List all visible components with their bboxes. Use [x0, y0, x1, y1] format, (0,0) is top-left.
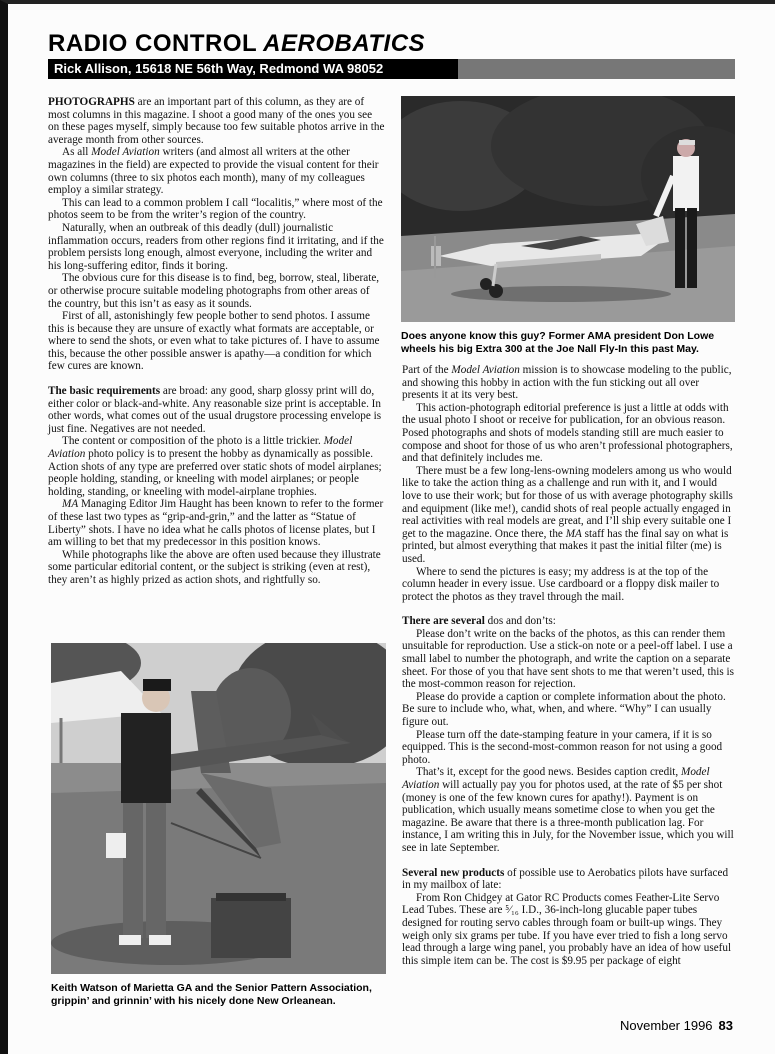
address-bar [48, 59, 735, 79]
lead-in: Several new products [402, 866, 505, 879]
text: dos and don’ts: [484, 615, 556, 628]
lead-in: The basic requirements [48, 385, 161, 398]
paragraph [48, 498, 385, 548]
magazine-name: Model Aviation [48, 435, 353, 461]
left-column [48, 96, 385, 587]
column-title [48, 30, 425, 58]
paragraph: While photographs like the above are often used because they illustrate some particular editorial content, or the subject is striking (even at rest), they aren’t as highly prized as action shots, and rightfully so. [48, 548, 381, 586]
lead-in: There are several [402, 615, 485, 628]
text: writers (and almost all writers at the other magazines in the field) are expected to provide the visual content for their own columns (three to six photos each month), many of my colleagues employ a similar strategy. [48, 146, 379, 197]
text: will actually pay you for photos used, at the rate of $5 per shot (money is one of the few known cures for apathy!). Payment is on publication, which usually means sometime close to when you get the magazine. Be aware that there is a three-month publication lag. For instance, I am writing this in July, for the November issue, which you will see in late September. [402, 779, 734, 854]
issue-date: November 1996 [620, 1018, 713, 1033]
magazine-name: Model Aviation [402, 766, 710, 791]
photo-extra-300 [401, 96, 735, 322]
paragraph: This can lead to a common problem I call “localitis,” where most of the photos seem to be from the writer’s region of the country. [48, 196, 383, 222]
text: That’s it, except for the good news. Besides caption credit, [416, 766, 682, 779]
paragraph [48, 385, 385, 435]
photo-extra-300-image [401, 96, 735, 322]
text: staff has the final say on what is printed, but almost everything that makes it past the initial filter (me) is used. [402, 527, 729, 565]
photo-caption-bottom: Keith Watson of Marietta GA and the Senior Pattern Association, grippin’ and grinnin’ with his nicely done New Orleanean. [51, 982, 372, 1007]
text: photo policy is to present the hobby as dynamically as possible. Action shots of any type are preferred over static shots of model airplanes; people holding, standing, or kneeling with model airplanes; or people holding, standing, or kneeling with model-airplane trophies. [48, 448, 382, 498]
paragraph: This action-photograph editorial preference is just a little at odds with the usual photo I shoot or receive for publication, for an obvious reason. Posed photographs and shots of models standing still are much easier to compose and shoot for those of us who aren’t professional photographers, and that definitely includes me. [402, 401, 733, 465]
paragraph [402, 465, 736, 566]
paragraph: Please do provide a caption or complete information about the photo. Be sure to include who, what, when, and where. “Why” I can usually figure out. [402, 690, 726, 729]
text: Managing Editor Jim Haught has been known to refer to the former of these last two types as “grip-and-grin,” and the latter as “Statue of Liberty” shots. I have no idea what he calls photos of license plates, but I am willing to bet that my predecessor in this position knows. [48, 498, 384, 549]
photo-caption-top: Does anyone know this guy? Former AMA president Don Lowe wheels his big Extra 300 at the Joe Nall Fly-In this past May. [401, 330, 715, 355]
paragraph [48, 146, 385, 196]
paragraph [402, 615, 736, 628]
text: are broad: any good, sharp glossy print will do, either color or black-and-white. Any reasonable size print is acceptable. In other words, what comes out of the usual drugstore processing envelope is just fine. Negatives are not needed. [48, 385, 382, 435]
paragraph: Please turn off the date-stamping feature in your camera, if it is so equipped. This is the second-most-common reason for not using a good photo. [402, 728, 723, 766]
text: are an important part of this column, as they are of most columns in this magazine. I shoot a good many of the ones you see on these pages myself, simply because too few suitable photos arrive in the average month from other sources. [48, 96, 385, 146]
text: mission is to showcase modeling to the public, and showing this hobby in action with the fun sticking out all over presents it at its very best. [402, 364, 732, 402]
paragraph: The obvious cure for this disease is to find, beg, borrow, steal, liberate, or otherwise procure suitable modeling photographs from other areas of the country, but this isn’t as easy as it sounds. [48, 272, 380, 310]
paragraph [402, 766, 736, 854]
paragraph: Where to send the pictures is easy; my address is at the top of the column header in every issue. Use cardboard or a floppy disk mailer to protect the photos as they travel through the mail. [402, 565, 720, 603]
paragraph: Naturally, when an outbreak of this deadly (dull) journalistic inflammation occurs, readers from other regions find it irritating, and if the problem persists long enough, almost everyone, including the writer and his long-suffering editor, finds it boring. [48, 221, 384, 272]
magazine-name: Model Aviation [91, 146, 160, 159]
right-column [402, 364, 736, 967]
text: As all [62, 146, 92, 159]
photo-new-orleanean-image [51, 643, 386, 974]
title-italic: AEROBATICS [263, 30, 426, 57]
paragraph [402, 364, 736, 402]
text: The content or composition of the photo is a little trickier. [62, 435, 324, 448]
page-number: 83 [718, 1018, 733, 1033]
paragraph: First of all, astonishingly few people bother to send photos. I assume this is because they are unsure of exactly what formats are acceptable, or where to send the shots, or even what to take pictures of. I have to assume this, because the other possible answer is apathy—a condition for which few cures are known. [48, 310, 380, 373]
magazine-abbrev: MA [62, 498, 79, 511]
paragraph [48, 96, 385, 146]
lead-in: PHOTOGRAPHS [48, 96, 135, 108]
paragraph: From Ron Chidgey at Gator RC Products comes Feather-Lite Servo Lead Tubes. These are ⁵⁄₁₆ I.D., 36-inch-long glucable paper tubes designed for routing servo cables through foam or built-up wings. They weigh only six grams per tube. If you have ever tried to fish a long servo lead through a large wing panel, you probably have an idea of how useful this simple item can be. The cost is $9.95 per package of eight [402, 891, 732, 967]
photo-new-orleanean [51, 643, 386, 974]
text: of possible use to Aerobatics pilots have surfaced in my mailbox of late: [402, 866, 729, 892]
paragraph: Please don’t write on the backs of the photos, as this can render them unsuitable for reproduction. Use a stick-on note or a peel-off label. I use a small label to number the photograph, and write the caption on a separate sheet. For those of you that have sent shots to me that weren’t used, this is the most-common reason for rejection. [402, 627, 734, 691]
page-footer [620, 1018, 733, 1033]
magazine-name: Model Aviation [451, 364, 520, 376]
magazine-abbrev: MA [565, 527, 582, 540]
title-main: RADIO CONTROL [48, 30, 258, 57]
paragraph [402, 867, 736, 892]
text: Part of the [402, 364, 452, 376]
paragraph [48, 435, 385, 498]
text: There must be a few long-lens-owning modelers among us who would like to take the action thing as a challenge and run with it, and I would love to use their work; but for those of us with average photography skills and equipment (like me!), candid shots of real people actually engaged in real activities with real models are great, and I’ll ship every suitable one I get to the magazine. Once there, the [402, 464, 733, 540]
author-address: Rick Allison, 15618 NE 56th Way, Redmond WA 98052 [54, 61, 384, 76]
